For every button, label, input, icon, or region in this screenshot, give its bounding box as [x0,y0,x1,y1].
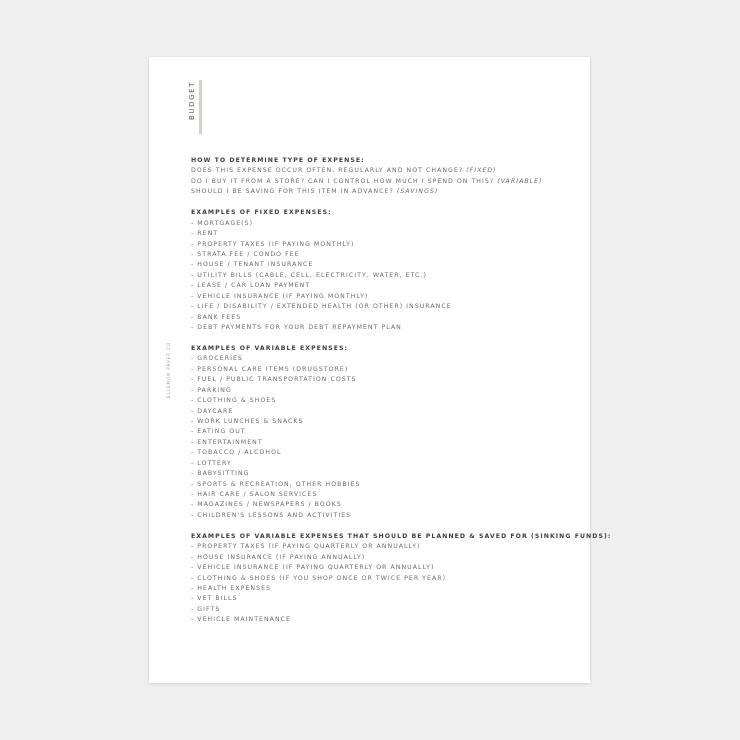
list-item: - VET BILLS [191,595,238,603]
list-item: - CLOTHING & SHOES (IF YOU SHOP ONCE OR TWICE PER YEAR) [191,574,447,582]
list-item: - PROPERTY TAXES (IF PAYING QUARTERLY OR ANNUALLY) [191,543,421,551]
list-item: - HAIR CARE / SALON SERVICES [191,491,318,498]
list-item: - GIFTS [191,605,221,613]
list-item: - WORK LUNCHES & SNACKS [191,417,304,425]
intro-line [191,166,583,176]
list-item: - DAYCARE [191,407,234,415]
list-item: - HOUSE INSURANCE (IF PAYING ANNUALLY) [191,553,366,561]
section-gap [191,333,583,343]
list-item: - RENT [191,230,219,238]
document-content [191,156,612,626]
list-item: - PERSONAL CARE ITEMS (DRUGSTORE) [191,365,349,373]
side-title-label: BUDGET [188,80,196,120]
list-item: - HOUSE / TENANT INSURANCE [191,261,314,269]
list-item: - TOBACCO / ALCOHOL [191,449,282,457]
list-item: - MAGAZINES / NEWSPAPERS / BOOKS [191,501,342,509]
intro-line-text: DO I BUY IT FROM A STORE? CAN I CONTROL HOW MUCH I SPEND ON THIS? [191,177,495,185]
list-item: - ENTERTAINMENT [191,438,263,446]
list-item: - LIFE / DISABILITY / EXTENDED HEALTH (OR OTHER) INSURANCE [191,303,452,311]
list-item: - VEHICLE INSURANCE (IF PAYING QUARTERLY OR ANNUALLY) [191,564,435,572]
list-item: - PROPERTY TAXES (IF PAYING MONTHLY) [191,240,355,248]
intro-line-note: (SAVINGS) [396,188,439,196]
list-item: - SPORTS & RECREATION, OTHER HOBBIES [191,480,361,488]
intro-line [191,177,583,187]
list-item: - STRATA FEE / CONDO FEE [191,250,300,258]
list-item: - BANK FEES [191,313,242,321]
list-item: - FUEL / PUBLIC TRANSPORTATION COSTS [191,376,357,384]
intro-line [191,187,583,197]
variable-heading: EXAMPLES OF VARIABLE EXPENSES: [191,344,349,352]
list-item: - GROCERIES [191,355,243,363]
section-gap [191,198,583,208]
list-item: - VEHICLE INSURANCE (IF PAYING MONTHLY) [191,292,369,300]
sinking-heading: EXAMPLES OF VARIABLE EXPENSES THAT SHOULD BE PLANNED & SAVED FOR (SINKING FUNDS): [191,532,612,540]
intro-line-text: SHOULD I BE SAVING FOR THIS ITEM IN ADVANCE? [191,188,394,196]
list-item: - LEASE / CAR LOAN PAYMENT [191,282,311,290]
brand-label: ELLEMON PAPER CO. [166,339,171,398]
intro-heading: HOW TO DETERMINE TYPE OF EXPENSE: [191,157,365,164]
list-item: - CHILDREN'S LESSONS AND ACTIVITIES [191,511,352,519]
fixed-heading: EXAMPLES OF FIXED EXPENSES: [191,209,332,217]
list-item: - MORTGAGE(S) [191,219,254,227]
list-item: - BABYSITTING [191,470,250,478]
list-item: - UTILITY BILLS (CABLE, CELL, ELECTRICITY, WATER, ETC.) [191,271,427,279]
list-item: - DEBT PAYMENTS FOR YOUR DEBT REPAYMENT PLAN [191,324,402,331]
list-item: - VEHICLE MAINTENANCE [191,616,291,624]
intro-line-note: (VARIABLE) [497,177,543,185]
section-gap [191,521,583,531]
intro-line-note: (FIXED) [466,167,497,175]
list-item: - EATING OUT [191,428,246,436]
list-item: - HEALTH EXPENSES [191,584,272,592]
list-item: - CLOTHING & SHOES [191,397,277,405]
side-title-bar [199,80,202,134]
list-item: - PARKING [191,386,232,394]
list-item: - LOTTERY [191,459,232,467]
intro-line-text: DOES THIS EXPENSE OCCUR OFTEN, REGULARLY AND NOT CHANGE? [191,167,464,175]
